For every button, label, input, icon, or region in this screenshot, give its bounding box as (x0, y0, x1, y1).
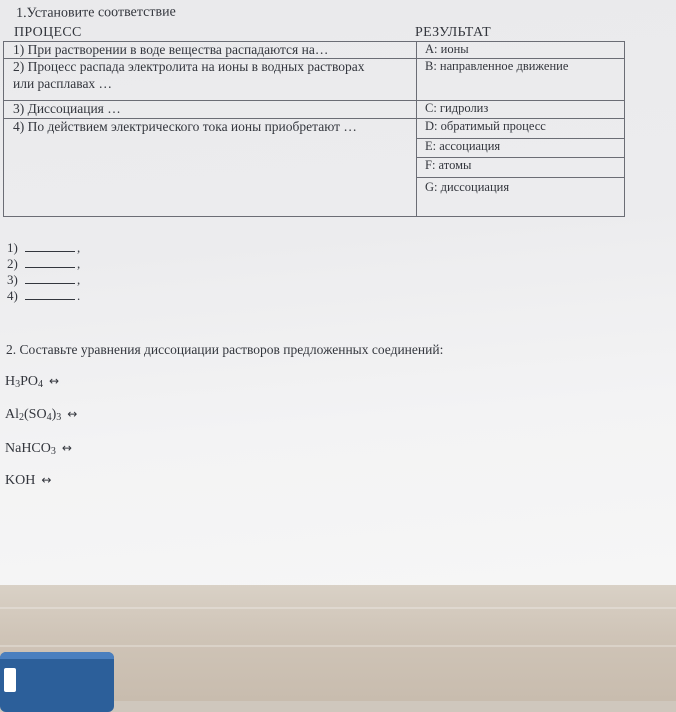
task2-title: 2. Составьте уравнения диссоциации растворов предложенных соединений: (6, 342, 444, 357)
answer-number: 1) (7, 240, 18, 255)
process-row-2-line-1: 2) Процесс распада электролита на ионы в водных растворах (13, 59, 365, 74)
formula-part: (SO (24, 407, 47, 422)
formula-nahco3 (5, 441, 72, 457)
answer-row (7, 272, 80, 288)
answer-blanks (7, 240, 80, 304)
result-header: РЕЗУЛЬТАТ (415, 25, 491, 40)
blue-object-edge (0, 652, 114, 659)
formula-part: H (5, 374, 16, 389)
reversible-arrow-icon: ↔ (49, 374, 60, 388)
result-row-f: F: атомы (417, 158, 624, 178)
answer-punct: , (77, 240, 81, 255)
answer-blank-3[interactable] (25, 272, 75, 284)
formula-subscript: 3 (15, 379, 21, 390)
answer-number: 4) (7, 288, 18, 303)
formula-koh (5, 473, 51, 489)
answer-row (7, 256, 80, 272)
result-row-a: А: ионы (417, 42, 624, 59)
task1-title: 1.Установите соответствие (16, 4, 176, 21)
formula-part: KOH (5, 473, 36, 488)
formula-part: PO (20, 374, 39, 389)
answer-punct: , (77, 256, 81, 271)
result-row-c: С: гидролиз (417, 101, 624, 119)
result-row-g: G: диссоциация (425, 180, 510, 194)
result-row-b: В: направленное движение (417, 59, 624, 101)
formula-subscript: 3 (56, 412, 62, 423)
blue-object (0, 652, 114, 712)
process-row-4: 4) По действием электрического тока ионы приобретают … (13, 119, 357, 134)
reversible-arrow-icon: ↔ (67, 407, 78, 421)
answer-number: 3) (7, 272, 18, 287)
formula-part: ) (51, 407, 57, 422)
process-row-1: 1) При растворении в воде вещества распадаются на… (4, 42, 416, 59)
process-row-2-line-2: или расплавах … (4, 76, 416, 101)
matching-table (3, 41, 625, 217)
process-row-3: 3) Диссоциация … (4, 101, 416, 119)
formula-subscript: 4 (46, 412, 52, 423)
result-row-d: D: обратимый процесс (417, 119, 624, 139)
floor-texture-line (0, 645, 676, 647)
reversible-arrow-icon: ↔ (61, 441, 72, 455)
floor-texture-line (0, 607, 676, 609)
formula-subscript: 2 (19, 412, 24, 423)
formula-h3po4 (5, 374, 59, 390)
answer-blank-1[interactable] (25, 240, 75, 252)
process-header: ПРОЦЕСС (14, 25, 82, 40)
formula-al2so43 (5, 407, 77, 423)
result-row-e: Е: ассоциация (417, 139, 624, 158)
answer-punct: . (77, 288, 81, 303)
formula-subscript: 3 (50, 446, 56, 457)
answer-blank-2[interactable] (25, 256, 75, 268)
blue-object-tab (4, 668, 16, 692)
formula-part: Al (5, 407, 19, 422)
answer-row (7, 240, 80, 256)
answer-punct: , (77, 272, 81, 287)
reversible-arrow-icon: ↔ (41, 473, 52, 487)
answer-number: 2) (7, 256, 18, 271)
answer-row (7, 288, 80, 304)
answer-blank-4[interactable] (25, 288, 75, 300)
formula-subscript: 4 (38, 379, 44, 390)
formula-part: NaHCO (5, 441, 51, 456)
